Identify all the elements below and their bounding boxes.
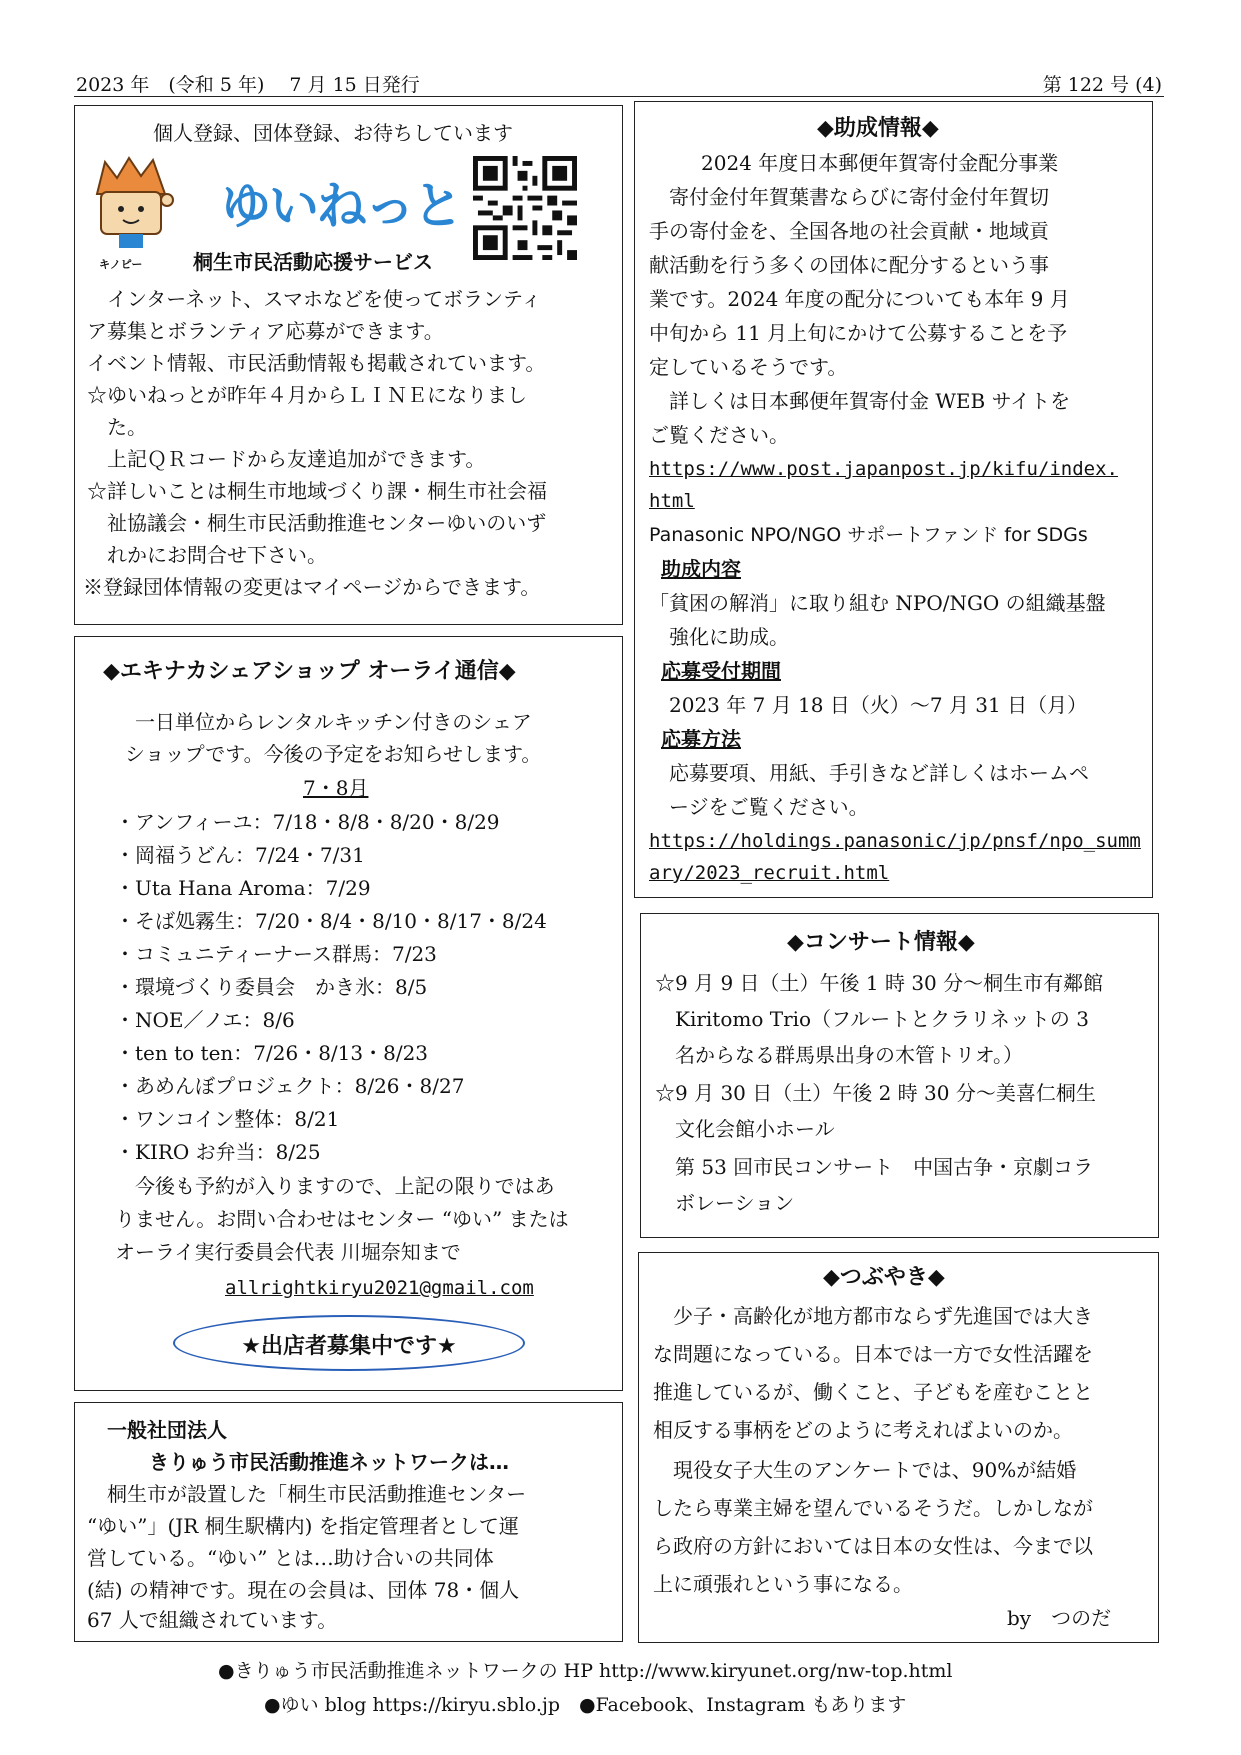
grant-title: ◆助成情報◆	[817, 116, 939, 141]
concert-box	[640, 913, 1159, 1238]
yuinet-line: ☆ゆいねっとが昨年４月からＬＩＮＥになりまし	[87, 383, 527, 407]
tweet-line: したら専業主婦を望んでいるそうだ。しかしなが	[653, 1496, 1093, 1520]
grant-method-line: ージをご覧ください。	[649, 795, 869, 819]
tweet-signature: by つのだ	[1007, 1606, 1112, 1630]
footer-blog: ●ゆい blog https://kiryu.sblo.jp ●Facebook、Instagram もあります	[264, 1694, 907, 1716]
issue-number: 第 122 号 (4)	[1042, 74, 1162, 96]
network-line: きりゅう市民活動推進ネットワークは…	[129, 1450, 509, 1474]
tweet-title: ◆つぶやき◆	[823, 1265, 945, 1290]
grant-line: 定しているそうです。	[649, 355, 848, 379]
concert-line: ☆9 月 30 日（土）午後 2 時 30 分～美喜仁桐生	[655, 1081, 1096, 1105]
grant-line: 献活動を行う多くの団体に配分するという事	[649, 253, 1049, 277]
service-name: 桐生市民活動応援サービス	[193, 250, 433, 274]
grant-line: 寄付金付年賀葉書ならびに寄付金付年賀切	[649, 185, 1049, 209]
grant-line: ご覧ください。	[649, 423, 789, 447]
grant-subtitle: 2024 年度日本郵便年賀寄付金配分事業	[701, 151, 1059, 175]
tweet-line: 少子・高齢化が地方都市ならず先進国では大き	[653, 1304, 1093, 1328]
shop-item: ・NOE／ノエ：8/6	[115, 1008, 295, 1032]
share-shop-title: ◆エキナカシェアショップ オーライ通信◆	[103, 659, 516, 684]
yuinet-heading: 個人登録、団体登録、お待ちしています	[153, 121, 513, 145]
shop-item: ・環境づくり委員会 かき氷：8/5	[115, 975, 428, 999]
shop-item: ・ワンコイン整体：8/21	[115, 1107, 340, 1131]
vendor-recruit-banner	[173, 1315, 525, 1371]
grant-period-line: 2023 年 7 月 18 日（火）～7 月 31 日（月）	[649, 693, 1088, 717]
mascot-name: キノピー	[99, 258, 143, 271]
grant-line: 手の寄付金を、全国各地の社会貢献・地域貢	[649, 219, 1049, 243]
network-line: 一般社団法人	[107, 1418, 227, 1442]
page-header	[74, 68, 1164, 97]
issue-date: 2023 年 (令和 5 年) 7 月 15 日発行	[76, 74, 420, 96]
concert-title: ◆コンサート情報◆	[787, 930, 975, 955]
post-url[interactable]: https://www.post.japanpost.jp/kifu/index.	[649, 458, 1118, 480]
concert-line: 名からなる群馬県出身の木管トリオ。）	[655, 1043, 1023, 1067]
concert-line: 文化会館小ホール	[655, 1117, 835, 1141]
concert-line: Kiritomo Trio（フルートとクラリネットの 3	[655, 1007, 1089, 1031]
yuinet-line: ア募集とボランティア応募ができます。	[87, 319, 444, 343]
share-shop-box	[74, 636, 623, 1391]
grant-box	[634, 101, 1153, 898]
network-box	[74, 1402, 623, 1642]
grant-heading-content: 助成内容	[661, 557, 741, 581]
shop-item: ・そば処霧生：7/20・8/4・8/10・8/17・8/24	[115, 909, 547, 933]
panasonic-url[interactable]: ary/2023_recruit.html	[649, 862, 890, 884]
concert-line: 第 53 回市民コンサート 中国古争・京劇コラ	[655, 1155, 1094, 1179]
panasonic-fund-title: Panasonic NPO/NGO サポートファンド for SDGs	[649, 524, 1088, 546]
shop-item: ・ten to ten：7/26・8/13・8/23	[115, 1041, 429, 1065]
yuinet-logo: ゆいねっと	[221, 177, 461, 235]
network-line: “ゆい”」(JR 桐生駅構内) を指定管理者として運	[87, 1514, 519, 1538]
share-shop-closing: 今後も予約が入りますので、上記の限りではあ	[115, 1174, 555, 1198]
tweet-line: 上に頑張れという事になる。	[653, 1572, 913, 1596]
share-shop-closing: オーライ実行委員会代表 川堀奈知まで	[115, 1240, 461, 1264]
shop-item: ・KIRO お弁当：8/25	[115, 1140, 321, 1164]
grant-line: 業です。2024 年度の配分についても本年 9 月	[649, 287, 1070, 311]
grant-heading-period: 応募受付期間	[661, 659, 781, 683]
network-line: (結) の精神です。現在の会員は、団体 78・個人	[87, 1578, 520, 1602]
shop-item: ・あめんぼプロジェクト：8/26・8/27	[115, 1074, 465, 1098]
tweet-box	[638, 1252, 1159, 1643]
network-line: 67 人で組織されています。	[87, 1608, 338, 1632]
shop-item: ・コミュニティーナース群馬：7/23	[115, 942, 437, 966]
network-line: 営している。“ゆい” とは…助け合いの共同体	[87, 1546, 494, 1570]
grant-content-line: 「貧困の解消」に取り組む NPO/NGO の組織基盤	[649, 591, 1106, 615]
grant-heading-method: 応募方法	[661, 727, 741, 751]
yuinet-line: 祉協議会・桐生市民活動推進センターゆいのいず	[87, 511, 547, 535]
panasonic-url[interactable]: https://holdings.panasonic/jp/pnsf/npo_summ	[649, 830, 1141, 852]
tweet-line: 推進しているが、働くこと、子どもを産むことと	[653, 1380, 1093, 1404]
grant-line: 中旬から 11 月上旬にかけて公募することを予	[649, 321, 1068, 345]
footer-hp: ●きりゅう市民活動推進ネットワークの HP http://www.kiryunet.org/nw-top.html	[218, 1660, 953, 1682]
share-shop-email[interactable]: allrightkiryu2021@gmail.com	[225, 1277, 534, 1299]
yuinet-line: ※登録団体情報の変更はマイページからできます。	[83, 575, 541, 599]
post-url[interactable]: html	[649, 490, 695, 512]
share-shop-intro: ショップです。今後の予定をお知らせします。	[125, 742, 542, 766]
share-shop-intro: 一日単位からレンタルキッチン付きのシェア	[135, 710, 532, 734]
yuinet-line: インターネット、スマホなどを使ってボランティ	[87, 287, 542, 311]
kinopi-mascot-icon	[89, 154, 175, 254]
vendor-recruit-text: ★出店者募集中です★	[241, 1334, 457, 1359]
share-shop-closing: りません。お問い合わせはセンター “ゆい” または	[115, 1207, 569, 1231]
tweet-line: 現役女子大生のアンケートでは、90%が結婚	[653, 1458, 1077, 1482]
shop-item: ・岡福うどん：7/24・7/31	[115, 843, 365, 867]
tweet-line: 相反する事柄をどのように考えればよいのか。	[653, 1418, 1073, 1442]
shop-item: ・アンフィーユ：7/18・8/8・8/20・8/29	[115, 810, 500, 834]
concert-line: ボレーション	[655, 1191, 795, 1215]
yuinet-line: れかにお問合せ下さい。	[87, 543, 327, 567]
grant-line: 詳しくは日本郵便年賀寄付金 WEB サイトを	[649, 389, 1071, 413]
yuinet-line: イベント情報、市民活動情報も掲載されています。	[87, 351, 546, 375]
yuinet-box	[74, 105, 623, 625]
tweet-line: ら政府の方針においては日本の女性は、今まで以	[653, 1534, 1093, 1558]
shop-item: ・Uta Hana Aroma：7/29	[115, 876, 371, 900]
grant-content-line: 強化に助成。	[649, 625, 789, 649]
network-line: 桐生市が設置した「桐生市民活動推進センター	[87, 1482, 527, 1506]
yuinet-line: ☆詳しいことは桐生市地域づくり課・桐生市社会福	[87, 479, 547, 503]
share-shop-month: 7・8月	[303, 776, 369, 800]
tweet-line: な問題になっている。日本では一方で女性活躍を	[653, 1342, 1093, 1366]
concert-line: ☆9 月 9 日（土）午後 1 時 30 分～桐生市有鄰館	[655, 971, 1104, 995]
grant-method-line: 応募要項、用紙、手引きなど詳しくはホームペ	[649, 761, 1089, 785]
yuinet-line: 上記ＱＲコードから友達追加ができます。	[87, 447, 486, 471]
yuinet-line: た。	[87, 415, 147, 439]
qr-code-icon[interactable]	[473, 156, 577, 260]
